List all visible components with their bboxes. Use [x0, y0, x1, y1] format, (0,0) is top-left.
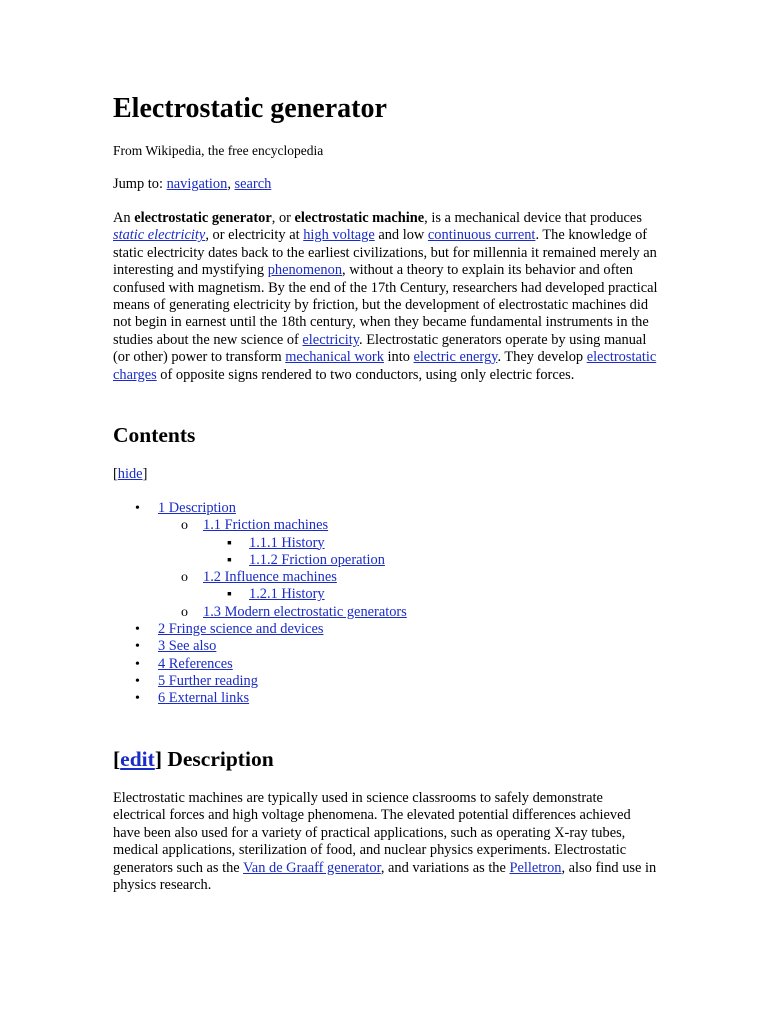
table-of-contents: [113, 500, 407, 708]
jump-separator: ,: [227, 176, 235, 192]
bullet-circle-icon: o: [181, 570, 188, 586]
contents-heading: Contents: [113, 423, 196, 447]
van-de-graaff-link[interactable]: Van de Graaff generator: [243, 859, 381, 876]
toc-link-external-links[interactable]: 6 External links: [158, 690, 250, 707]
bullet-circle-icon: o: [181, 604, 188, 620]
intro-paragraph: [113, 210, 658, 384]
toc-item: [113, 673, 407, 690]
site-subtitle: From Wikipedia, the free encyclopedia: [113, 143, 324, 158]
intro-text: An: [113, 210, 135, 226]
bracket-close: ]: [154, 747, 168, 771]
jump-prefix: Jump to:: [113, 176, 167, 192]
bullet-disc-icon: •: [135, 691, 140, 707]
intro-text: . They develop: [497, 349, 587, 366]
intro-bold-term: electrostatic generator: [134, 210, 272, 226]
bracket-open: [: [113, 747, 121, 771]
toc-hide-link[interactable]: hide: [117, 466, 143, 482]
bullet-disc-icon: •: [135, 501, 140, 516]
description-text: Electrostatic machines are typically used in science classrooms to safely demonstrate electrical forces and high voltage phenomena. The elevated potential differences achieved have been also used for a variety of practical applications, such as operating X-ray tubes, medical applications, sterilization of food, and nuclear physics experiments. Electrostatic generators such as the: [113, 790, 631, 876]
toc-item: [113, 586, 407, 603]
intro-text: , without a theory to explain its behavior and often confused with magnetism. By the end of the 17th Century, researchers had developed practical means of generating electricity by friction, but the development of electrostatic machines did not begin in earnest until the 18th century, when they became fundamental instruments in the studies about the new science of: [113, 262, 658, 348]
intro-text: . The knowledge of static electricity dates back to the earliest civilizations, but for millennia it remained merely an interesting and mystifying: [113, 227, 657, 279]
bracket-open: [: [113, 466, 118, 482]
mechanical-work-link[interactable]: mechanical work: [285, 349, 384, 366]
description-paragraph: [113, 790, 658, 894]
high-voltage-link[interactable]: high voltage: [303, 227, 375, 244]
jump-search-link[interactable]: search: [234, 176, 272, 192]
bullet-square-icon: ▪: [227, 587, 232, 603]
pelletron-link[interactable]: Pelletron: [509, 859, 562, 876]
toc-link-further-reading[interactable]: 5 Further reading: [158, 672, 258, 689]
toc-item: [113, 517, 407, 534]
intro-text: , or: [271, 210, 295, 226]
bullet-disc-icon: •: [135, 639, 140, 655]
toc-link-see-also[interactable]: 3 See also: [158, 638, 217, 655]
intro-text: , is a mechanical device that produces: [424, 210, 642, 226]
jump-navigation-link[interactable]: navigation: [166, 176, 228, 192]
description-text: , and variations as the: [380, 859, 510, 876]
bullet-square-icon: ▪: [227, 552, 232, 568]
static-electricity-link[interactable]: static electricity: [113, 227, 206, 244]
bullet-square-icon: ▪: [227, 535, 232, 551]
toc-link-friction-operation[interactable]: 1.1.2 Friction operation: [249, 551, 385, 568]
jump-links: [113, 176, 271, 193]
bullet-disc-icon: •: [135, 656, 140, 672]
edit-section-link[interactable]: edit: [120, 747, 155, 771]
toc-link-friction-machines[interactable]: 1.1 Friction machines: [203, 517, 329, 534]
toc-item: [113, 535, 407, 552]
intro-text: into: [383, 349, 414, 366]
toc-item: [113, 604, 407, 621]
toc-link-friction-history[interactable]: 1.1.1 History: [249, 534, 325, 551]
toc-link-modern-generators[interactable]: 1.3 Modern electrostatic generators: [203, 603, 407, 620]
toc-hide-toggle: [113, 466, 147, 483]
intro-text: of opposite signs rendered to two conductors, using only electric forces.: [156, 366, 575, 383]
bullet-circle-icon: o: [181, 518, 188, 534]
toc-item: [113, 656, 407, 673]
page-title: Electrostatic generator: [113, 93, 387, 124]
toc-item: [113, 500, 407, 517]
intro-text: and low: [374, 227, 428, 244]
toc-link-fringe-science[interactable]: 2 Fringe science and devices: [158, 621, 324, 638]
intro-text: . Electrostatic generators operate by using manual (or other) power to transform: [113, 331, 647, 366]
bullet-disc-icon: •: [135, 673, 140, 689]
toc-link-references[interactable]: 4 References: [158, 655, 233, 672]
electrostatic-link[interactable]: electrostatic: [586, 349, 657, 366]
electric-energy-link[interactable]: electric energy: [413, 349, 498, 366]
intro-text: , or electricity at: [205, 227, 304, 244]
bracket-close: ]: [142, 466, 148, 482]
toc-item: [113, 638, 407, 655]
toc-link-influence-machines[interactable]: 1.2 Influence machines: [203, 569, 337, 586]
phenomenon-link[interactable]: phenomenon: [267, 262, 343, 279]
toc-link-influence-history[interactable]: 1.2.1 History: [249, 586, 325, 603]
bullet-disc-icon: •: [135, 622, 140, 638]
description-heading: [113, 746, 274, 772]
intro-bold-term: electrostatic machine: [294, 210, 425, 226]
toc-item: [113, 621, 407, 638]
toc-item: [113, 552, 407, 569]
description-title: Description: [167, 747, 274, 771]
toc-link-description[interactable]: 1 Description: [158, 500, 236, 516]
charges-link[interactable]: charges: [113, 366, 157, 383]
toc-item: [113, 690, 407, 707]
continuous-current-link[interactable]: continuous current: [427, 227, 536, 244]
toc-item: [113, 569, 407, 586]
description-text: , also find use in physics research.: [113, 859, 657, 894]
electricity-link[interactable]: electricity: [302, 331, 360, 348]
